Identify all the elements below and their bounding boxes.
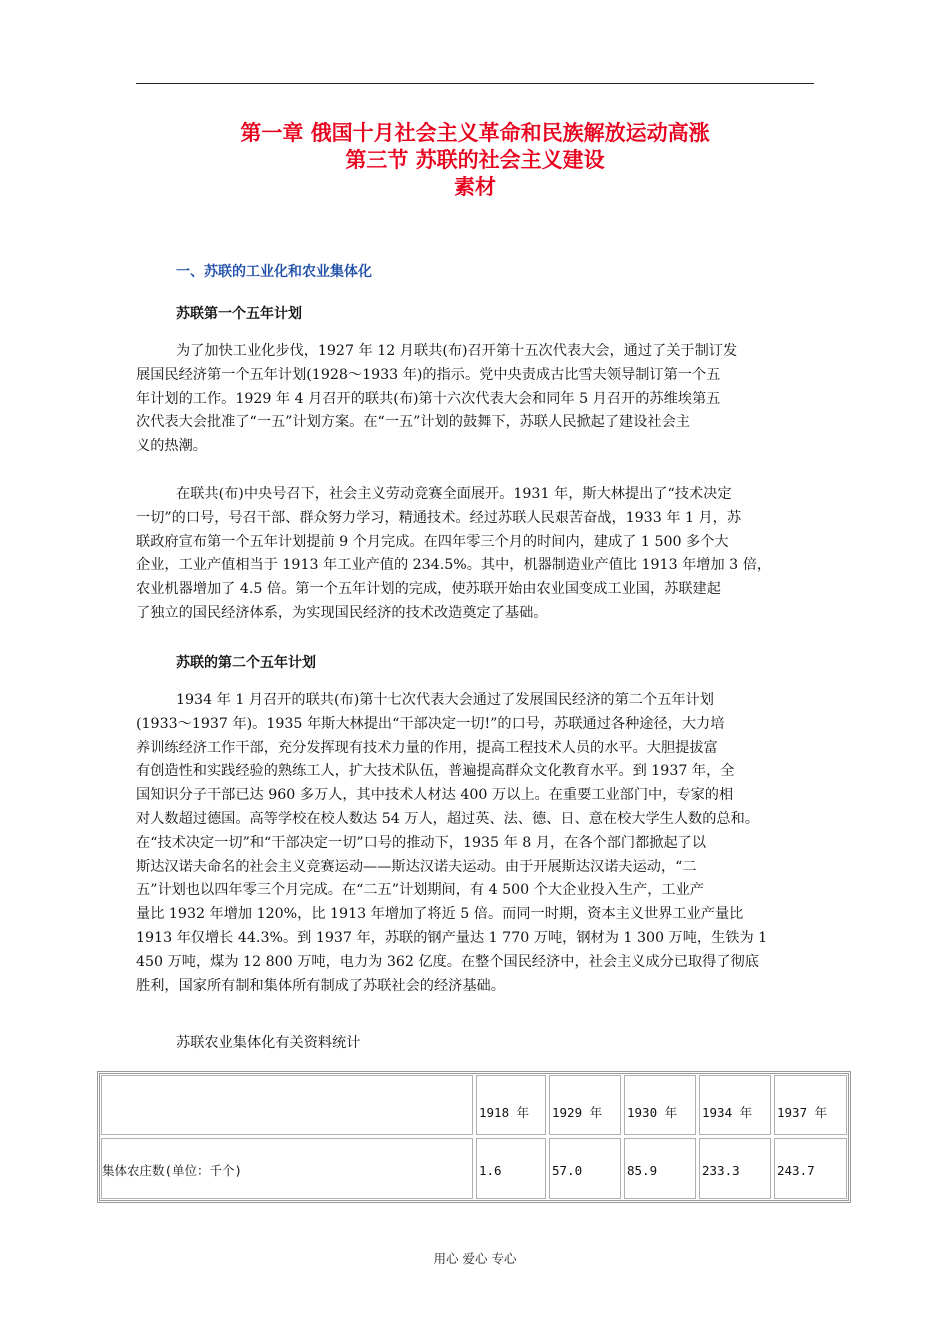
paragraph-line: 养训练经济工作干部，充分发挥现有技术力量的作用，提高工程技术人员的水平。大胆提拔富 bbox=[136, 739, 718, 756]
paragraph-line: 农业机器增加了 4.5 倍。第一个五年计划的完成，使苏联开始由农业国变成工业国，苏联建起 bbox=[136, 581, 721, 598]
table-cell bbox=[549, 1138, 621, 1199]
cell-value: 1.6 bbox=[479, 1163, 502, 1178]
paragraph-line: 450 万吨，煤为 12 800 万吨，电力为 362 亿度。在整个国民经济中，社会主义成分已取得了彻底 bbox=[136, 953, 759, 970]
table-cell bbox=[774, 1138, 847, 1199]
paragraph-line: 义的热潮。 bbox=[136, 438, 207, 455]
title-block bbox=[136, 120, 814, 201]
page-footer: 用心 爱心 专心 bbox=[433, 1251, 517, 1266]
section-heading: 一、苏联的工业化和农业集体化 bbox=[176, 264, 372, 280]
paragraph-line: 胜利，国家所有制和集体所有制成了苏联社会的经济基础。 bbox=[136, 977, 505, 994]
paragraph-line: 为了加快工业化步伐，1927 年 12 月联共(布)召开第十五次代表大会，通过了关于制订发 bbox=[176, 343, 738, 359]
year-label: 1937 年 bbox=[777, 1105, 828, 1120]
material-title: 素材 bbox=[454, 175, 496, 199]
subheading-second-plan: 苏联的第二个五年计划 bbox=[176, 655, 316, 671]
cell-value: 233.3 bbox=[702, 1163, 740, 1178]
paragraph-line: 国知识分子干部已达 960 多万人，其中技术人材达 400 万以上。在重要工业部门中，专家的相 bbox=[136, 787, 734, 804]
paragraph-line: 在“技术决定一切”和“干部决定一切”口号的推动下，1935 年 8 月，在各个部门都掀起了以 bbox=[136, 834, 707, 851]
table-header-year bbox=[476, 1075, 546, 1135]
table-header-year bbox=[774, 1075, 847, 1135]
paragraph-line: 联政府宣布第一个五年计划提前 9 个月完成。在四年零三个月的时间内，建成了 1 500 多个大 bbox=[136, 533, 729, 550]
year-label: 1934 年 bbox=[702, 1105, 753, 1120]
year-label: 1929 年 bbox=[552, 1105, 603, 1120]
table-cell bbox=[476, 1138, 546, 1199]
row-label: 集体农庄数(单位：千个) bbox=[102, 1163, 243, 1178]
paragraph-line: 有创造性和实践经验的熟练工人，扩大技术队伍，普遍提高群众文化教育水平。到 1937 年，全 bbox=[136, 763, 735, 780]
paragraph-line: 1913 年仅增长 44.3%。到 1937 年，苏联的钢产量达 1 770 万吨，钢材为 1 300 万吨，生铁为 1 bbox=[136, 929, 768, 946]
paragraph-line: 次代表大会批准了“一五”计划方案。在“一五”计划的鼓舞下，苏联人民掀起了建设社会主 bbox=[136, 414, 690, 431]
collectivization-table bbox=[97, 1071, 851, 1203]
cell-value: 57.0 bbox=[552, 1163, 583, 1178]
table-header-corner bbox=[101, 1075, 473, 1135]
paragraph-line: 展国民经济第一个五年计划(1928～1933 年)的指示。党中央责成古比雪夫领导制订第一个五 bbox=[136, 366, 721, 383]
paragraph-line: 企业，工业产值相当于 1913 年工业产值的 234.5%。其中，机器制造业产值比 1913 年增加 3 倍， bbox=[136, 557, 772, 574]
paragraph-line: 在联共(布)中央号召下，社会主义劳动竞赛全面展开。1931 年，斯大林提出了“技术决定 bbox=[176, 486, 732, 502]
year-label: 1930 年 bbox=[627, 1105, 678, 1120]
paragraph-line: 斯达汉诺夫命名的社会主义竞赛运动——斯达汉诺夫运动。由于开展斯达汉诺夫运动，“二 bbox=[136, 858, 697, 875]
subheading-first-plan: 苏联第一个五年计划 bbox=[176, 306, 302, 322]
paragraph-first-plan-intro bbox=[136, 340, 816, 459]
paragraph-first-plan-results bbox=[136, 483, 816, 626]
table-cell bbox=[624, 1138, 696, 1199]
paragraph-line: 一切”的口号，号召干部、群众努力学习，精通技术。经过苏联人民艰苦奋战，1933 年 1 月，苏 bbox=[136, 509, 742, 526]
top-rule bbox=[136, 83, 814, 84]
cell-value: 85.9 bbox=[627, 1163, 658, 1178]
paragraph-second-plan bbox=[136, 689, 816, 998]
table-row-label bbox=[101, 1138, 473, 1199]
year-label: 1918 年 bbox=[479, 1105, 530, 1120]
chapter-title: 第一章 俄国十月社会主义革命和民族解放运动高涨 bbox=[240, 121, 710, 145]
paragraph-line: 五”计划也以四年零三个月完成。在“二五”计划期间，有 4 500 个大企业投入生产，工业产 bbox=[136, 882, 704, 899]
table-header-year bbox=[549, 1075, 621, 1135]
cell-value: 243.7 bbox=[777, 1163, 815, 1178]
paragraph-line: 对人数超过德国。高等学校在校人数达 54 万人，超过英、法、德、日、意在校大学生人数的总和。 bbox=[136, 810, 759, 827]
table-cell bbox=[699, 1138, 771, 1199]
paragraph-line: (1933～1937 年)。1935 年斯大林提出“干部决定一切!”的口号，苏联通过各种途径，大力培 bbox=[136, 715, 725, 732]
paragraph-line: 年计划的工作。1929 年 4 月召开的联共(布)第十六次代表大会和同年 5 月召开的苏维埃第五 bbox=[136, 390, 721, 407]
table-caption: 苏联农业集体化有关资料统计 bbox=[176, 1035, 361, 1051]
table-header-year bbox=[624, 1075, 696, 1135]
paragraph-line: 量比 1932 年增加 120%，比 1913 年增加了将近 5 倍。而同一时期，资本主义世界工业产量比 bbox=[136, 906, 744, 923]
section-title: 第三节 苏联的社会主义建设 bbox=[345, 148, 605, 172]
table-header-year bbox=[699, 1075, 771, 1135]
paragraph-line: 1934 年 1 月召开的联共(布)第十七次代表大会通过了发展国民经济的第二个五年计划 bbox=[176, 692, 714, 708]
paragraph-line: 了独立的国民经济体系，为实现国民经济的技术改造奠定了基础。 bbox=[136, 604, 548, 621]
